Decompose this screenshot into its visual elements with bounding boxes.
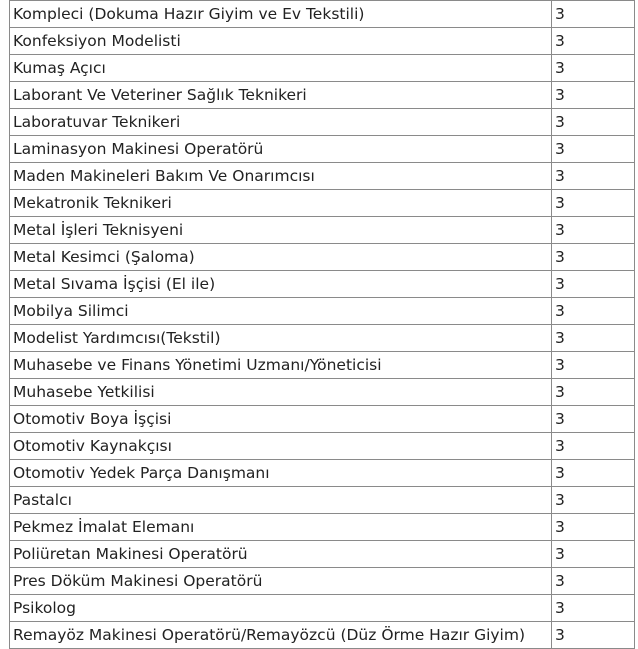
occupation-name: Modelist Yardımcısı(Tekstil)	[10, 325, 552, 352]
occupation-level: 3	[552, 190, 635, 217]
table-row	[10, 190, 635, 217]
occupation-name: Laborant Ve Veteriner Sağlık Teknikeri	[10, 82, 552, 109]
occupation-name: Pastalcı	[10, 487, 552, 514]
occupation-level: 3	[552, 28, 635, 55]
occupation-level: 3	[552, 82, 635, 109]
table-row	[10, 541, 635, 568]
table-row	[10, 244, 635, 271]
table-row	[10, 28, 635, 55]
occupation-level: 3	[552, 406, 635, 433]
table-row	[10, 487, 635, 514]
occupation-name: Mekatronik Teknikeri	[10, 190, 552, 217]
occupation-level: 3	[552, 109, 635, 136]
table-row	[10, 514, 635, 541]
table-row	[10, 82, 635, 109]
occupation-name: Kumaş Açıcı	[10, 55, 552, 82]
occupation-table	[9, 0, 635, 649]
table-row	[10, 325, 635, 352]
table-row	[10, 595, 635, 622]
table-row	[10, 55, 635, 82]
table-row	[10, 460, 635, 487]
table-row	[10, 217, 635, 244]
occupation-name: Konfeksiyon Modelisti	[10, 28, 552, 55]
occupation-level: 3	[552, 595, 635, 622]
occupation-level: 3	[552, 541, 635, 568]
occupation-level: 3	[552, 352, 635, 379]
occupation-level: 3	[552, 622, 635, 649]
occupation-name: Pekmez İmalat Elemanı	[10, 514, 552, 541]
occupation-level: 3	[552, 136, 635, 163]
occupation-level: 3	[552, 514, 635, 541]
table-row	[10, 352, 635, 379]
occupation-name: Otomotiv Boya İşçisi	[10, 406, 552, 433]
table-row	[10, 433, 635, 460]
table-row	[10, 163, 635, 190]
occupation-level: 3	[552, 163, 635, 190]
table-row	[10, 136, 635, 163]
table-row	[10, 1, 635, 28]
occupation-level: 3	[552, 271, 635, 298]
occupation-level: 3	[552, 55, 635, 82]
occupation-table-container	[9, 0, 634, 649]
occupation-name: Poliüretan Makinesi Operatörü	[10, 541, 552, 568]
occupation-level: 3	[552, 298, 635, 325]
table-row	[10, 379, 635, 406]
occupation-name: Muhasebe Yetkilisi	[10, 379, 552, 406]
occupation-level: 3	[552, 325, 635, 352]
occupation-name: Maden Makineleri Bakım Ve Onarımcısı	[10, 163, 552, 190]
table-row	[10, 568, 635, 595]
occupation-level: 3	[552, 433, 635, 460]
occupation-name: Laboratuvar Teknikeri	[10, 109, 552, 136]
occupation-name: Muhasebe ve Finans Yönetimi Uzmanı/Yöneticisi	[10, 352, 552, 379]
occupation-name: Otomotiv Kaynakçısı	[10, 433, 552, 460]
occupation-name: Metal Sıvama İşçisi (El ile)	[10, 271, 552, 298]
occupation-name: Remayöz Makinesi Operatörü/Remayözcü (Düz Örme Hazır Giyim)	[10, 622, 552, 649]
occupation-name: Otomotiv Yedek Parça Danışmanı	[10, 460, 552, 487]
table-row	[10, 298, 635, 325]
occupation-name: Metal Kesimci (Şaloma)	[10, 244, 552, 271]
occupation-level: 3	[552, 1, 635, 28]
occupation-name: Psikolog	[10, 595, 552, 622]
occupation-name: Metal İşleri Teknisyeni	[10, 217, 552, 244]
table-row	[10, 109, 635, 136]
occupation-name: Pres Döküm Makinesi Operatörü	[10, 568, 552, 595]
table-row	[10, 406, 635, 433]
occupation-level: 3	[552, 460, 635, 487]
occupation-level: 3	[552, 217, 635, 244]
occupation-level: 3	[552, 379, 635, 406]
table-row	[10, 622, 635, 649]
occupation-level: 3	[552, 568, 635, 595]
occupation-table-body	[10, 1, 635, 649]
occupation-name: Mobilya Silimci	[10, 298, 552, 325]
occupation-name: Laminasyon Makinesi Operatörü	[10, 136, 552, 163]
occupation-name: Kompleci (Dokuma Hazır Giyim ve Ev Tekstili)	[10, 1, 552, 28]
table-row	[10, 271, 635, 298]
occupation-level: 3	[552, 487, 635, 514]
occupation-level: 3	[552, 244, 635, 271]
